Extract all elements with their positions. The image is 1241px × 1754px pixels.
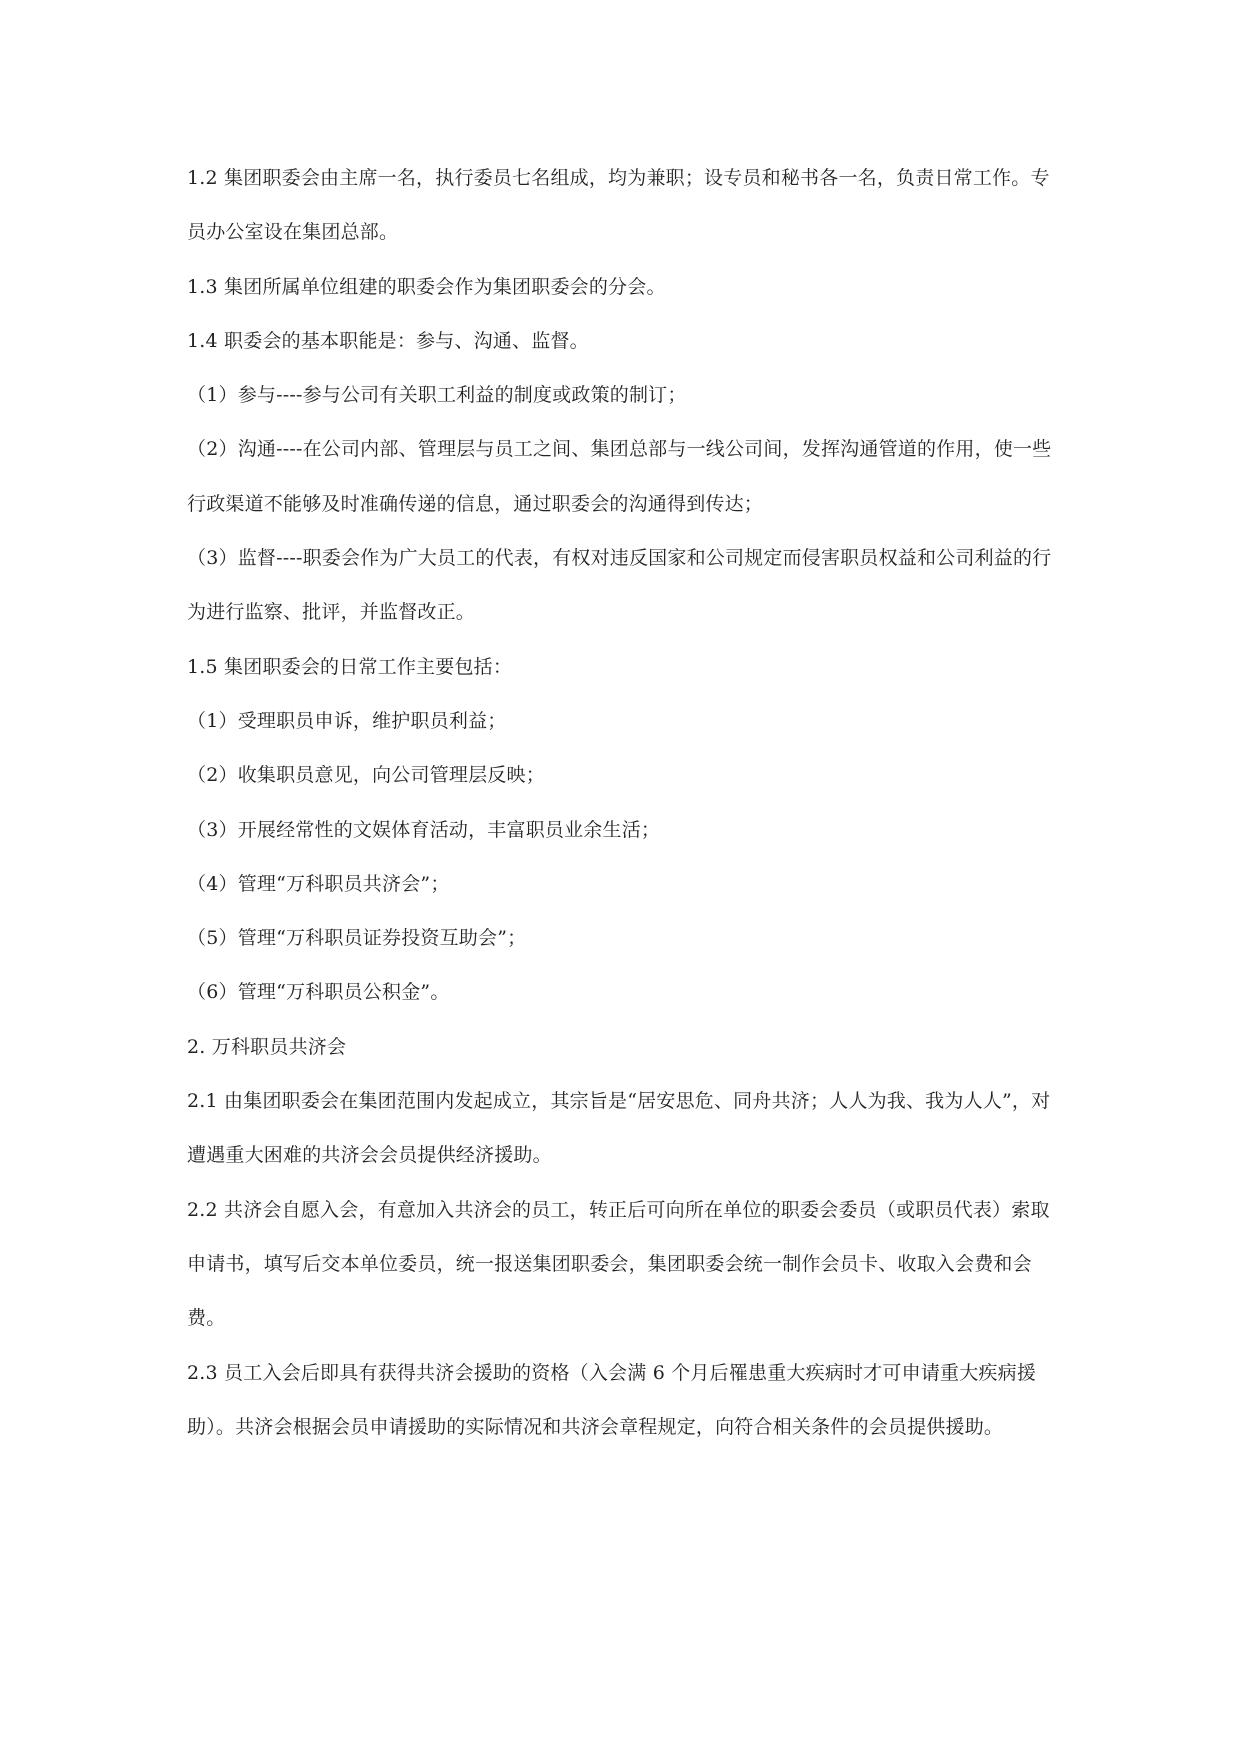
list-item-mutual-aid: （4）管理“万科职员共济会”； (187, 872, 450, 895)
list-item-supervise: （3）监督----职委会作为广大员工的代表，有权对违反国家和公司规定而侵害职员权益和公司利益的行为进行监察、批评，并监督改正。 (187, 547, 1052, 624)
list-item-complaints: （1）受理职员申诉，维护职员利益； (187, 709, 507, 732)
list-item-securities: （5）管理“万科职员证券投资互助会”； (187, 927, 527, 950)
list-item-participate: （1）参与----参与公司有关职工利益的制度或政策的制订； (187, 384, 687, 407)
paragraph-2-3: 2.3 员工入会后即具有获得共济会援助的资格（入会满 6 个月后罹患重大疾病时才可申请重大疾病援助）。共济会根据会员申请援助的实际情况和共济会章程规定，向符合相关条件的会员提供援助。 (187, 1361, 1037, 1438)
paragraph-2-1: 2.1 由集团职委会在集团范围内发起成立，其宗旨是“居安思危、同舟共济；人人为我、我为人人”，对遭遇重大困难的共济会会员提供经济援助。 (187, 1090, 1051, 1167)
paragraph-1-2: 1.2 集团职委会由主席一名，执行委员七名组成，均为兼职；设专员和秘书各一名，负责日常工作。专员办公室设在集团总部。 (187, 167, 1050, 244)
paragraph-1-4: 1.4 职委会的基本职能是：参与、沟通、监督。 (187, 329, 589, 352)
section-heading-2: 2. 万科职员共济会 (187, 1035, 347, 1058)
list-item-activities: （3）开展经常性的文娱体育活动，丰富职员业余生活； (187, 818, 661, 841)
paragraph-1-5: 1.5 集团职委会的日常工作主要包括： (187, 655, 513, 678)
list-item-feedback: （2）收集职员意见，向公司管理层反映； (187, 764, 545, 787)
paragraph-2-2: 2.2 共济会自愿入会，有意加入共济会的员工，转正后可向所在单位的职委会委员（或职员代表）索取申请书，填写后交本单位委员，统一报送集团职委会，集团职委会统一制作会员卡、收取入会费和会费。 (187, 1198, 1050, 1330)
list-item-provident-fund: （6）管理“万科职员公积金”。 (187, 981, 450, 1004)
document-body (187, 151, 1057, 1454)
list-item-communicate: （2）沟通----在公司内部、管理层与员工之间、集团总部与一线公司间，发挥沟通管道的作用，使一些行政渠道不能够及时准确传递的信息，通过职委会的沟通得到传达； (187, 438, 1052, 515)
paragraph-1-3: 1.3 集团所属单位组建的职委会作为集团职委会的分会。 (187, 275, 666, 298)
